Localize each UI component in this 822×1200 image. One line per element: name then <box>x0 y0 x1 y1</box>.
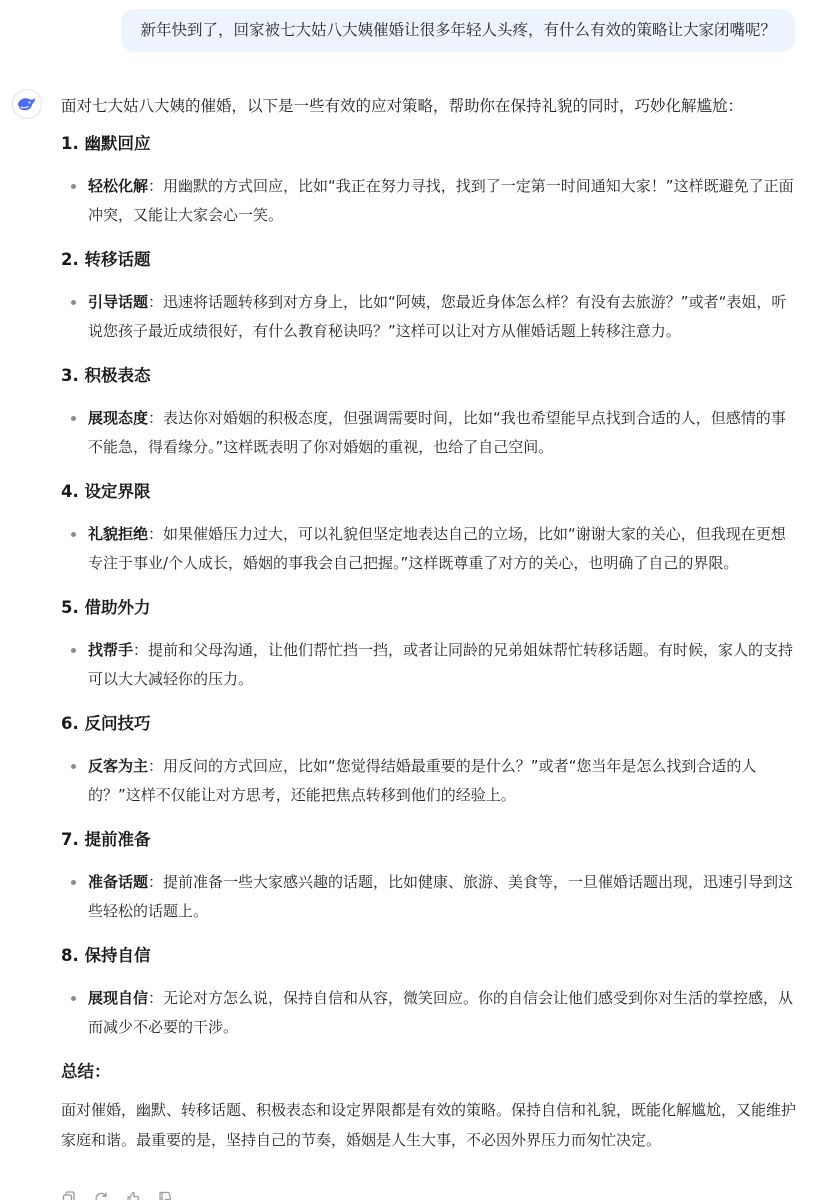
thumbs-up-icon[interactable] <box>125 1190 141 1200</box>
section-title: 3. 积极表态 <box>61 366 151 385</box>
bullet-label: 引导话题 <box>88 293 149 311</box>
message-actions-toolbar <box>61 1190 173 1200</box>
bullet-dot <box>71 532 76 537</box>
bullet-separator: ： <box>148 989 164 1007</box>
bullet-separator: ： <box>148 177 164 195</box>
bullet-text: 提前和父母沟通，让他们帮忙挡一挡，或者让同龄的兄弟姐妹帮忙转移话题。有时候，家人的支持可以大大减轻你的压力。 <box>88 641 794 688</box>
section-title: 6. 反问技巧 <box>61 714 151 733</box>
bullet-dot <box>71 300 76 305</box>
section-bullet <box>61 520 798 578</box>
section-title: 4. 设定界限 <box>61 482 151 501</box>
section-bullet <box>61 404 798 462</box>
bullet-separator: ： <box>148 525 164 543</box>
bullet-separator: ： <box>148 409 164 427</box>
section-title: 1. 幽默回应 <box>61 134 151 153</box>
regenerate-icon[interactable] <box>93 1190 109 1200</box>
bullet-label: 准备话题 <box>88 873 149 891</box>
strategy-section-3 <box>61 363 798 462</box>
strategy-section-2 <box>61 247 798 346</box>
strategy-section-8 <box>61 943 798 1042</box>
bullet-label: 展现态度 <box>88 409 149 427</box>
bullet-dot <box>71 764 76 769</box>
bullet-dot <box>71 184 76 189</box>
bullet-label: 展现自信 <box>88 989 149 1007</box>
bullet-label: 礼貌拒绝 <box>88 525 149 543</box>
strategy-section-1 <box>61 131 798 230</box>
summary-text: 面对催婚，幽默、转移话题、积极表态和设定界限都是有效的策略。保持自信和礼貌，既能化解尴尬，又能维护家庭和谐。最重要的是，坚持自己的节奏，婚姻是人生大事，不必因外界压力而匆忙决定。 <box>61 1101 797 1149</box>
assistant-message <box>0 92 822 1155</box>
bullet-separator: ： <box>148 293 164 311</box>
section-bullet <box>61 636 798 694</box>
bullet-dot <box>71 648 76 653</box>
strategy-section-7 <box>61 827 798 926</box>
bullet-label: 反客为主 <box>88 757 149 775</box>
bullet-separator: ： <box>133 641 149 659</box>
thumbs-down-icon[interactable] <box>157 1190 173 1200</box>
section-title: 7. 提前准备 <box>61 830 151 849</box>
strategy-section-5 <box>61 595 798 694</box>
bullet-text: 用反问的方式回应，比如“您觉得结婚最重要的是什么？”或者“您当年是怎么找到合适的人的？”这样不仅能让对方思考，还能把焦点转移到他们的经验上。 <box>88 757 757 804</box>
section-bullet <box>61 288 798 346</box>
section-bullet <box>61 172 798 230</box>
user-message-bubble: 新年快到了，回家被七大姑八大姨催婚让很多年轻人头疼，有什么有效的策略让大家闭嘴呢？ <box>121 9 795 52</box>
bullet-separator: ： <box>148 757 164 775</box>
section-title: 8. 保持自信 <box>61 946 151 965</box>
summary-title: 总结： <box>61 1062 111 1081</box>
assistant-intro: 面对七大姑八大姨的催婚，以下是一些有效的应对策略，帮助你在保持礼貌的同时，巧妙化解尴尬： <box>61 97 744 115</box>
section-title: 2. 转移话题 <box>61 250 151 269</box>
copy-icon[interactable] <box>61 1190 77 1200</box>
bullet-text: 迅速将话题转移到对方身上，比如“阿姨，您最近身体怎么样？有没有去旅游？”或者“表姐，听说您孩子最近成绩很好，有什么教育秘诀吗？”这样可以让对方从催婚话题上转移注意力。 <box>88 293 787 340</box>
bullet-dot <box>71 416 76 421</box>
whale-logo-icon <box>12 89 42 119</box>
bullet-separator: ： <box>148 873 164 891</box>
section-bullet <box>61 984 798 1042</box>
bullet-text: 无论对方怎么说，保持自信和从容，微笑回应。你的自信会让他们感受到你对生活的掌控感，从而减少不必要的干涉。 <box>88 989 794 1036</box>
section-bullet <box>61 752 798 810</box>
bullet-label: 找帮手 <box>88 641 134 659</box>
bullet-label: 轻松化解 <box>88 177 149 195</box>
strategy-section-4 <box>61 479 798 578</box>
section-bullet <box>61 868 798 926</box>
bullet-text: 提前准备一些大家感兴趣的话题，比如健康、旅游、美食等，一旦催婚话题出现，迅速引导到这些轻松的话题上。 <box>88 873 794 920</box>
bullet-text: 如果催婚压力过大，可以礼貌但坚定地表达自己的立场，比如“谢谢大家的关心，但我现在更想专注于事业/个人成长，婚姻的事我会自己把握。”这样既尊重了对方的关心，也明确了自己的界限。 <box>88 525 786 572</box>
bullet-text: 用幽默的方式回应，比如“我正在努力寻找，找到了一定第一时间通知大家！”这样既避免了正面冲突，又能让大家会心一笑。 <box>88 177 794 224</box>
strategy-section-6 <box>61 711 798 810</box>
user-message-row <box>0 0 822 52</box>
bullet-dot <box>71 880 76 885</box>
bullet-dot <box>71 996 76 1001</box>
section-title: 5. 借助外力 <box>61 598 151 617</box>
bullet-text: 表达你对婚姻的积极态度，但强调需要时间，比如“我也希望能早点找到合适的人，但感情的事不能急，得看缘分。”这样既表明了你对婚姻的重视，也给了自己空间。 <box>88 409 786 456</box>
